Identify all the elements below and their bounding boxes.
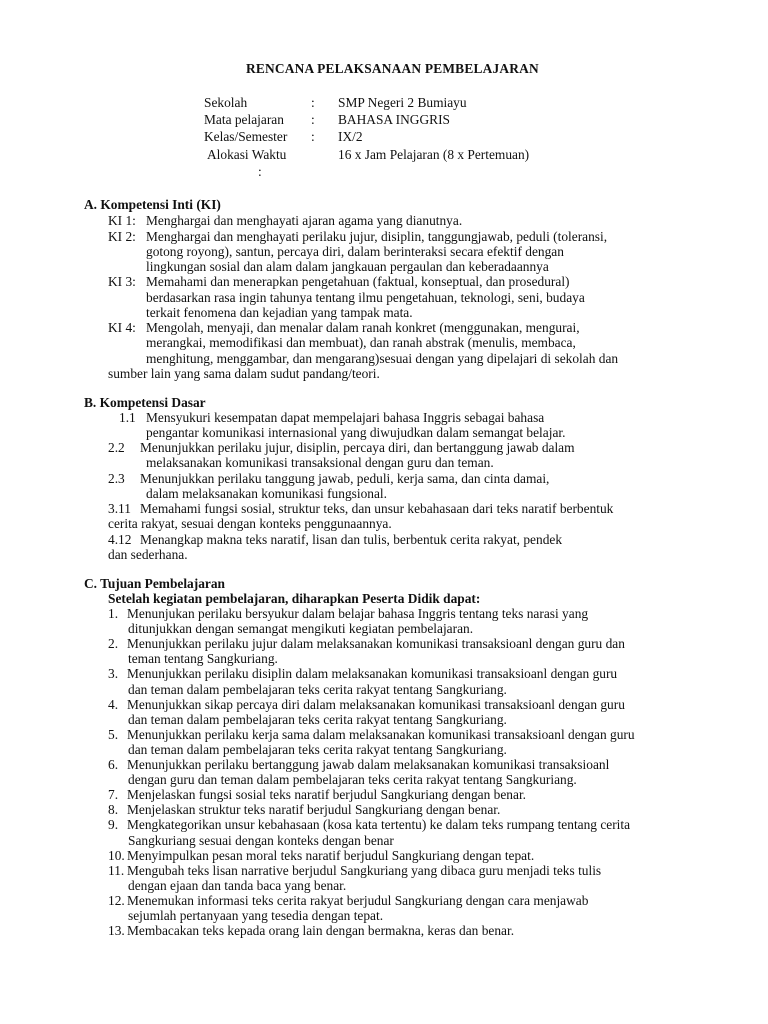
tujuan-text-line: Sangkuriang sesuai dengan konteks dengan benar <box>128 832 394 848</box>
kd-text-line: dan sederhana. <box>108 547 188 562</box>
tujuan-number: 8. <box>108 802 119 818</box>
identity-sep: : <box>311 129 315 144</box>
identity-value-sekolah: SMP Negeri 2 Bumiayu <box>338 95 467 110</box>
kd-number: 4.12 <box>108 532 132 547</box>
tujuan-text-line: Menunjukkan perilaku bertanggung jawab dalam melaksanakan komunikasi transaksioanl <box>127 757 610 772</box>
section-heading: A. Kompetensi Inti (KI) <box>84 197 221 212</box>
identity-sep: : <box>311 112 315 127</box>
tujuan-text-line: dan teman dalam pembelajaran teks cerita rakyat tentang Sangkuriang. <box>128 711 507 727</box>
tujuan-text-line: dan teman dalam pembelajaran teks cerita rakyat tentang Sangkuriang. <box>128 741 507 757</box>
tujuan-number: 3. <box>108 666 119 682</box>
kd-number: 2.2 <box>108 440 125 455</box>
tujuan-text-line: sejumlah pertanyaan yang tesedia dengan tepat. <box>128 908 384 923</box>
tujuan-text-line: Menunjukkan perilaku disiplin dalam melaksanakan komunikasi transaksioanl dengan guru <box>127 666 618 682</box>
tujuan-text-line: Menunjukkan perilaku jujur dalam melaksanakan komunikasi transaksioanl dengan guru dan <box>127 636 625 652</box>
tujuan-text-line: Menemukan informasi teks cerita rakyat berjudul Sangkuriang dengan cara menjawab <box>127 892 589 908</box>
kd-text-line: Mensyukuri kesempatan dapat mempelajari bahasa Inggris sebagai bahasa <box>146 410 545 425</box>
kd-number: 2.3 <box>108 471 125 486</box>
tujuan-number: 13. <box>108 923 125 939</box>
tujuan-number: 11. <box>108 862 125 878</box>
identity-value-kelas: IX/2 <box>338 129 363 144</box>
tujuan-number: 10. <box>108 847 125 863</box>
tujuan-text-line: dengan guru dan teman dalam pembelajaran teks cerita rakyat tentang Sangkuriang. <box>128 772 577 788</box>
identity-sep: : <box>311 95 315 110</box>
ki-text-line: gotong royong), santun, percaya diri, dalam berinteraksi secara efektif dengan <box>146 244 564 259</box>
ki-text-line: berdasarkan rasa ingin tahunya tentang ilmu pengetahuan, teknologi, seni, budaya <box>146 290 585 305</box>
tujuan-number: 2. <box>108 636 119 652</box>
kd-text-line: Menunjukkan perilaku jujur, disiplin, percaya diri, dan bertanggung jawab dalam <box>140 440 575 455</box>
identity-label-mapel: Mata pelajaran <box>204 112 284 127</box>
ki-text-line: Mengolah, menyaji, dan menalar dalam ranah konkret (menggunakan, mengurai, <box>146 320 580 335</box>
identity-value-alokasi: 16 x Jam Pelajaran (8 x Pertemuan) <box>338 147 530 162</box>
tujuan-number: 4. <box>108 696 119 712</box>
tujuan-text-line: ditunjukkan dengan semangat mengikuti kegiatan pembelajaran. <box>128 621 474 637</box>
identity-value-mapel: BAHASA INGGRIS <box>338 112 450 127</box>
identity-sep: : <box>258 164 262 179</box>
ki-label: KI 2: <box>108 229 136 244</box>
ki-text-line: Menghargai dan menghayati ajaran agama yang dianutnya. <box>146 213 463 228</box>
identity-label-alokasi: Alokasi Waktu <box>207 147 287 162</box>
tujuan-number: 6. <box>108 757 119 772</box>
ki-text-line: merangkai, memodifikasi dan membuat), dan ranah abstrak (menulis, membaca, <box>146 335 576 350</box>
ki-label: KI 4: <box>108 320 136 335</box>
ki-text-line: lingkungan sosial dan alam dalam jangkauan pergaulan dan keberadaannya <box>146 259 549 274</box>
ki-text-line: menghitung, menggambar, dan mengarang)sesuai dengan yang dipelajari di sekolah dan <box>146 351 619 366</box>
kd-text-line: dalam melaksanakan komunikasi fungsional. <box>146 486 387 501</box>
kd-text-line: melaksanakan komunikasi transaksional dengan guru dan teman. <box>146 455 494 470</box>
tujuan-text-line: Menunjukan perilaku bersyukur dalam belajar bahasa Inggris tentang teks narasi yang <box>127 606 589 621</box>
ki-label: KI 3: <box>108 274 136 289</box>
tujuan-text-line: teman tentang Sangkuriang. <box>128 651 278 667</box>
section-intro: Setelah kegiatan pembelajaran, diharapkan Peserta Didik dapat: <box>108 591 481 606</box>
kd-number: 1.1 <box>119 410 136 425</box>
tujuan-text-line: Membacakan teks kepada orang lain dengan bermakna, keras dan benar. <box>127 923 515 939</box>
tujuan-text-line: Menunjukkan sikap percaya diri dalam melaksanakan komunikasi transaksioanl dengan guru <box>127 696 625 712</box>
tujuan-text-line: Menjelaskan fungsi sosial teks naratif berjudul Sangkuriang dengan benar. <box>127 787 527 803</box>
identity-label-kelas: Kelas/Semester <box>204 129 288 144</box>
identity-label-sekolah: Sekolah <box>204 95 248 110</box>
ki-text-line: sumber lain yang sama dalam sudut pandang/teori. <box>108 366 380 381</box>
kd-text-line: cerita rakyat, sesuai dengan konteks penggunaannya. <box>108 516 392 531</box>
section-heading: B. Kompetensi Dasar <box>84 395 206 410</box>
tujuan-text-line: Mengubah teks lisan narrative berjudul Sangkuriang yang dibaca guru menjadi teks tulis <box>127 862 602 878</box>
ki-text-line: Menghargai dan menghayati perilaku jujur, disiplin, tanggungjawab, peduli (toleransi, <box>146 229 608 244</box>
kd-text-line: Menunjukkan perilaku tanggung jawab, peduli, kerja sama, dan cinta damai, <box>140 471 550 486</box>
tujuan-text-line: Mengkategorikan unsur kebahasaan (kosa kata tertentu) ke dalam teks rumpang tentang cerita <box>127 817 631 833</box>
ki-label: KI 1: <box>108 213 136 228</box>
tujuan-number: 5. <box>108 726 119 742</box>
kd-text-line: pengantar komunikasi internasional yang diwujudkan dalam semangat belajar. <box>146 425 566 440</box>
tujuan-number: 9. <box>108 817 119 833</box>
ki-text-line: Memahami dan menerapkan pengetahuan (faktual, konseptual, dan prosedural) <box>146 274 570 289</box>
tujuan-text-line: dengan ejaan dan tanda baca yang benar. <box>128 877 347 893</box>
tujuan-text-line: Menjelaskan struktur teks naratif berjudul Sangkuriang dengan benar. <box>127 802 501 818</box>
tujuan-number: 12. <box>108 892 125 908</box>
tujuan-number: 7. <box>108 787 119 803</box>
kd-text-line: Menangkap makna teks naratif, lisan dan tulis, berbentuk cerita rakyat, pendek <box>140 532 563 547</box>
kd-text-line: Memahami fungsi sosial, struktur teks, dan unsur kebahasaan dari teks naratif berbentuk <box>140 501 614 516</box>
tujuan-text-line: Menunjukkan perilaku kerja sama dalam melaksanakan komunikasi transaksioanl dengan guru <box>127 726 635 742</box>
tujuan-text-line: Menyimpulkan pesan moral teks naratif berjudul Sangkuriang dengan tepat. <box>127 847 535 863</box>
section-heading: C. Tujuan Pembelajaran <box>84 576 225 591</box>
page-title: RENCANA PELAKSANAAN PEMBELAJARAN <box>246 61 539 76</box>
tujuan-number: 1. <box>108 606 119 621</box>
kd-number: 3.11 <box>108 501 131 516</box>
tujuan-text-line: dan teman dalam pembelajaran teks cerita rakyat tentang Sangkuriang. <box>128 681 507 697</box>
ki-text-line: terkait fenomena dan kejadian yang tampak mata. <box>146 305 413 320</box>
